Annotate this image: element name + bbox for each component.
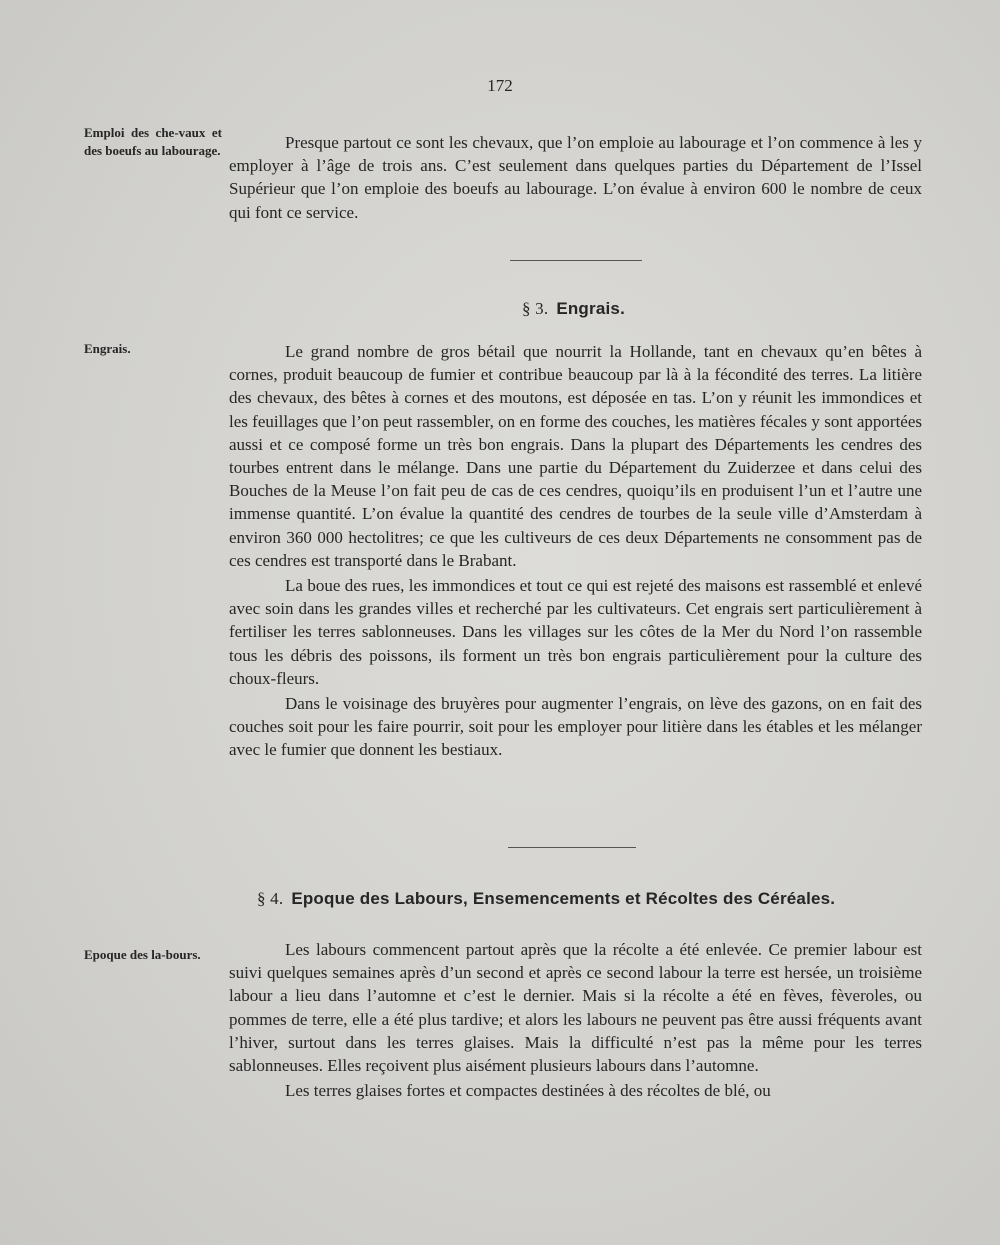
section-title: Engrais. (556, 299, 625, 318)
section-number: § 3. (522, 299, 549, 318)
section-heading-engrais (522, 299, 625, 319)
section-epoque (229, 938, 922, 1102)
section-heading-epoque (257, 889, 835, 909)
section-number: § 4. (257, 889, 284, 908)
margin-note-engrais: Engrais. (84, 341, 131, 356)
section-divider (510, 260, 642, 261)
paragraph: Les labours commencent partout après que la récolte a été enlevée. Ce premier labour est suivi quelques semaines après d’un second et après ce second labour la terre est hersée, un troisième labour a lieu dans l’automne et c’est le dernier. Mais si la récolte a été en fèves, fèveroles, ou pommes de terre, elle a été plus tardive; et alors les labours ne peuvent pas être aussi fréquents avant l’hiver, surtout dans les terres glaises. Mais la difficulté n’est pas la même pour les terres sablonneuses. Elles reçoivent plus aisément plusieurs labours dans l’automne. (229, 940, 922, 1076)
margin-note-epoque: Epoque des la-bours. (84, 947, 201, 962)
section-engrais (229, 340, 922, 762)
paragraph: Le grand nombre de gros bétail que nourrit la Hollande, tant en chevaux qu’en bêtes à cornes, produit beaucoup de fumier et contribue beaucoup par là à la fécondité des terres. La litière des chevaux, des bêtes à cornes et des moutons, est déposée en tas. L’on y réunit les immondices et les feuillages que l’on peut rassembler, on en forme des couches, les matières fécales y sont apportées aussi et ce composé forme un très bon engrais. Dans la plupart des Départements les cendres des tourbes entrent dans le mélange. Dans une partie du Département du Zuiderzee et dans celui des Bouches de la Meuse l’on fait peu de cas de ces cendres, quoiqu’ils en produisent l’un et l’autre une immense quantité. L’on évalue la quantité des cendres de tourbes de la seule ville d’Amsterdam à environ 360 000 hectolitres; ce que les cultiveurs de ces deux Départements ne consomment pas de ces cendres est transporté dans le Brabant. (229, 342, 922, 570)
paragraph: La boue des rues, les immondices et tout ce qui est rejeté des maisons est rassemblé et enlevé avec soin dans les grandes villes et recherché par les cultivateurs. Cet engrais sert particulièrement à fertiliser les terres sablonneuses. Dans les villages sur les côtes de la Mer du Nord l’on rassemble tous les débris des poissons, ils forment un très bon engrais particulièrement pour la culture des choux-fleurs. (229, 576, 922, 688)
page-number: 172 (487, 76, 513, 95)
paragraph: Presque partout ce sont les chevaux, que l’on emploie au labourage et l’on commence à les y employer à l’âge de trois ans. C’est seulement dans quelques parties du Département de l’Issel Supérieur que l’on emploie des boeufs au labourage. L’on évalue à environ 600 le nombre de ceux qui font ce service. (229, 133, 922, 222)
section-divider (508, 847, 636, 848)
section-title: Epoque des Labours, Ensemencements et Récoltes des Céréales. (291, 889, 836, 908)
paragraph: Les terres glaises fortes et compactes destinées à des récoltes de blé, ou (285, 1081, 771, 1101)
paragraph: Dans le voisinage des bruyères pour augmenter l’engrais, on lève des gazons, on en fait des couches soit pour les faire pourrir, soit pour les employer pour litière dans les étables et les mélanger avec le fumier que donnent les bestiaux. (229, 694, 922, 760)
section-emploi (229, 131, 922, 224)
margin-note-emploi: Emploi des che-vaux et des boeufs au labourage. (84, 125, 222, 158)
